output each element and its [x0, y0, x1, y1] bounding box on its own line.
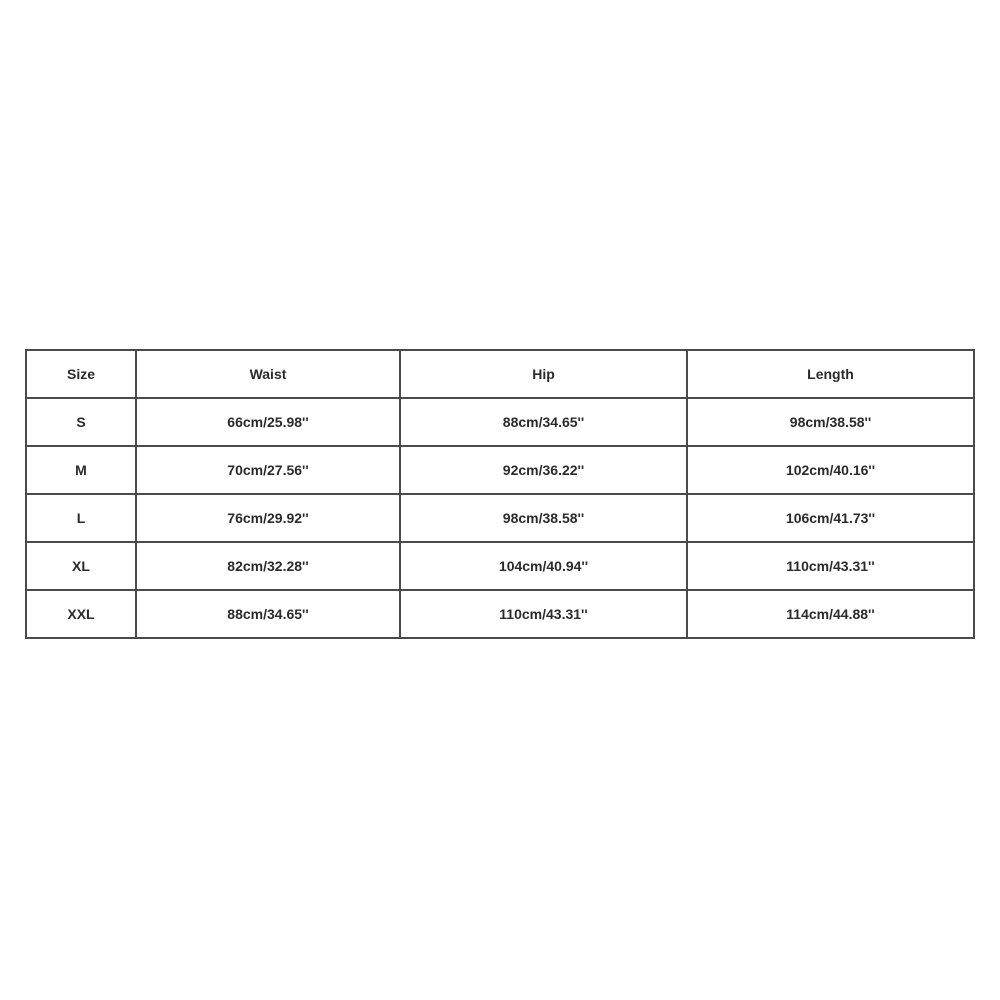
header-row — [26, 350, 974, 398]
length-cell: 102cm/40.16'' — [687, 446, 974, 494]
header-length: Length — [687, 350, 974, 398]
length-cell: 110cm/43.31'' — [687, 542, 974, 590]
hip-cell: 104cm/40.94'' — [400, 542, 687, 590]
table-row — [26, 542, 974, 590]
header-hip: Hip — [400, 350, 687, 398]
waist-cell: 88cm/34.65'' — [136, 590, 400, 638]
waist-cell: 82cm/32.28'' — [136, 542, 400, 590]
size-cell: XL — [26, 542, 136, 590]
header-size: Size — [26, 350, 136, 398]
waist-cell: 76cm/29.92'' — [136, 494, 400, 542]
header-waist: Waist — [136, 350, 400, 398]
size-cell: XXL — [26, 590, 136, 638]
length-cell: 114cm/44.88'' — [687, 590, 974, 638]
hip-cell: 92cm/36.22'' — [400, 446, 687, 494]
table-row — [26, 398, 974, 446]
waist-cell: 66cm/25.98'' — [136, 398, 400, 446]
table-row — [26, 590, 974, 638]
table-row — [26, 494, 974, 542]
table-row — [26, 446, 974, 494]
size-chart-table — [25, 349, 975, 639]
size-cell: S — [26, 398, 136, 446]
hip-cell: 98cm/38.58'' — [400, 494, 687, 542]
length-cell: 106cm/41.73'' — [687, 494, 974, 542]
length-cell: 98cm/38.58'' — [687, 398, 974, 446]
waist-cell: 70cm/27.56'' — [136, 446, 400, 494]
hip-cell: 88cm/34.65'' — [400, 398, 687, 446]
size-cell: L — [26, 494, 136, 542]
size-cell: M — [26, 446, 136, 494]
hip-cell: 110cm/43.31'' — [400, 590, 687, 638]
